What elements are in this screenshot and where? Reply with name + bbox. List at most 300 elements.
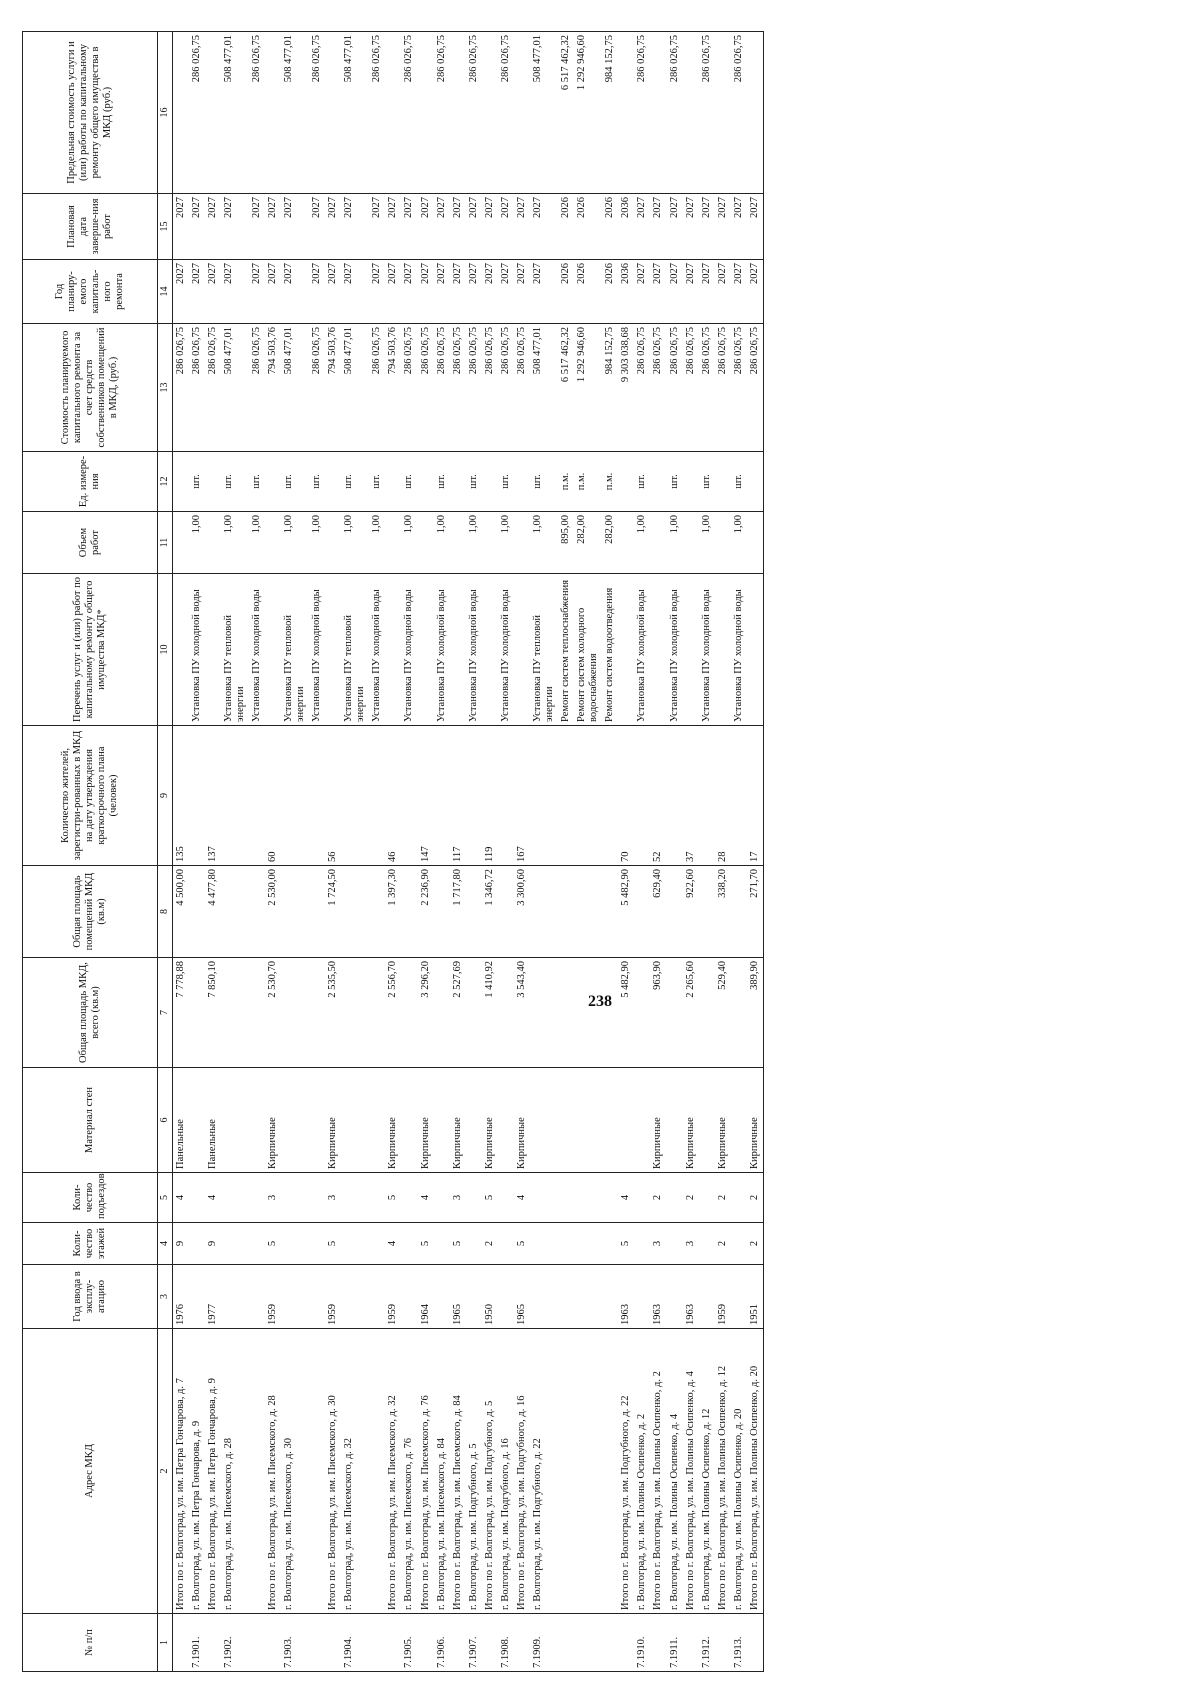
column-header: Предельная стоимость услуги и (или) работы по капитальному ремонту общего имущества в МКД (руб.) — [23, 32, 158, 194]
unit: шт. — [634, 452, 650, 512]
address: г. Волгоград, ул. им. Писемского, д. 32 — [341, 1329, 369, 1614]
work-volume — [205, 512, 221, 574]
completion-date: 2027 — [530, 194, 558, 260]
unit — [385, 452, 401, 512]
table-row — [401, 32, 417, 1672]
table-row — [434, 32, 450, 1672]
unit: шт. — [221, 452, 249, 512]
commission-year — [558, 1265, 574, 1329]
work-volume: 1,00 — [281, 512, 309, 574]
work-volume: 1,00 — [341, 512, 369, 574]
work-volume: 1,00 — [731, 512, 747, 574]
column-number: 13 — [158, 324, 173, 452]
residents — [434, 726, 450, 866]
row-number: 7.1901. — [189, 1614, 205, 1672]
repair-year: 2027 — [498, 260, 514, 324]
unit — [205, 452, 221, 512]
floors: 5 — [418, 1223, 434, 1265]
table-row — [602, 32, 618, 1672]
completion-date: 2027 — [385, 194, 401, 260]
commission-year — [221, 1265, 249, 1329]
total-area: 529,40 — [715, 958, 731, 1068]
floors — [434, 1223, 450, 1265]
repair-year: 2027 — [747, 260, 764, 324]
work-type — [482, 574, 498, 726]
total-area — [189, 958, 205, 1068]
premises-area — [401, 866, 417, 958]
repair-year: 2027 — [205, 260, 221, 324]
table-row — [667, 32, 683, 1672]
planned-cost: 286 026,75 — [699, 324, 715, 452]
floors: 9 — [205, 1223, 221, 1265]
address: г. Волгоград, ул. им. Подгубного, д. 22 — [530, 1329, 558, 1614]
work-volume — [618, 512, 634, 574]
residents: 117 — [450, 726, 466, 866]
repair-year: 2027 — [667, 260, 683, 324]
completion-date: 2027 — [747, 194, 764, 260]
repair-year: 2027 — [341, 260, 369, 324]
work-volume — [650, 512, 666, 574]
column-header: Ед. измере-ния — [23, 452, 158, 512]
planned-cost: 6 517 462,32 — [558, 324, 574, 452]
address: Итого по г. Волгоград, ул. им. Писемского, д. 32 — [385, 1329, 401, 1614]
wall-material — [466, 1068, 482, 1173]
work-volume — [172, 512, 189, 574]
premises-area: 4 500,00 — [172, 866, 189, 958]
residents: 52 — [650, 726, 666, 866]
repair-year: 2027 — [309, 260, 325, 324]
completion-date: 2027 — [667, 194, 683, 260]
repair-year: 2027 — [172, 260, 189, 324]
floors — [309, 1223, 325, 1265]
commission-year — [602, 1265, 618, 1329]
completion-date: 2027 — [189, 194, 205, 260]
work-type: Ремонт систем теплоснабжения — [558, 574, 574, 726]
column-header: Коли-чество этажей — [23, 1223, 158, 1265]
floors — [602, 1223, 618, 1265]
residents — [530, 726, 558, 866]
commission-year: 1959 — [265, 1265, 281, 1329]
entrances — [434, 1173, 450, 1223]
wall-material: Кирпичные — [683, 1068, 699, 1173]
work-type: Установка ПУ холодной воды — [634, 574, 650, 726]
residents — [731, 726, 747, 866]
total-area — [558, 958, 574, 1068]
entrances — [341, 1173, 369, 1223]
table-row — [221, 32, 249, 1672]
planned-cost: 286 026,75 — [650, 324, 666, 452]
work-volume — [747, 512, 764, 574]
cost-limit: 286 026,75 — [401, 32, 417, 194]
floors — [634, 1223, 650, 1265]
residents: 167 — [514, 726, 530, 866]
work-volume: 1,00 — [466, 512, 482, 574]
column-header: Перечень услуг и (или) работ по капитальному ремонту общего имущества МКД* — [23, 574, 158, 726]
premises-area: 629,40 — [650, 866, 666, 958]
entrances — [574, 1173, 602, 1223]
column-header: Материал стен — [23, 1068, 158, 1173]
completion-date: 2027 — [281, 194, 309, 260]
planned-cost: 286 026,75 — [401, 324, 417, 452]
row-number — [205, 1614, 221, 1672]
column-number-row — [158, 32, 173, 1672]
unit — [418, 452, 434, 512]
wall-material: Кирпичные — [418, 1068, 434, 1173]
work-volume — [482, 512, 498, 574]
unit — [172, 452, 189, 512]
premises-area — [281, 866, 309, 958]
cost-limit — [747, 32, 764, 194]
address: г. Волгоград, ул. им. Полины Осипенко, д. 12 — [699, 1329, 715, 1614]
commission-year: 1965 — [514, 1265, 530, 1329]
work-volume — [450, 512, 466, 574]
commission-year: 1959 — [715, 1265, 731, 1329]
floors — [558, 1223, 574, 1265]
total-area: 2 265,60 — [683, 958, 699, 1068]
residents — [634, 726, 650, 866]
row-number: 7.1913. — [731, 1614, 747, 1672]
commission-year — [498, 1265, 514, 1329]
work-type — [265, 574, 281, 726]
work-volume — [715, 512, 731, 574]
floors — [498, 1223, 514, 1265]
work-type — [205, 574, 221, 726]
table-row — [634, 32, 650, 1672]
entrances — [189, 1173, 205, 1223]
floors — [369, 1223, 385, 1265]
cost-limit: 1 292 946,60 — [574, 32, 602, 194]
column-number: 3 — [158, 1265, 173, 1329]
residents — [249, 726, 265, 866]
table-row — [482, 32, 498, 1672]
total-area: 389,90 — [747, 958, 764, 1068]
work-type: Установка ПУ холодной воды — [699, 574, 715, 726]
cost-limit: 286 026,75 — [434, 32, 450, 194]
planned-cost: 286 026,75 — [189, 324, 205, 452]
address: г. Волгоград, ул. им. Полины Осипенко, д. 2 — [634, 1329, 650, 1614]
residents: 147 — [418, 726, 434, 866]
commission-year — [634, 1265, 650, 1329]
entrances: 4 — [514, 1173, 530, 1223]
row-number — [418, 1614, 434, 1672]
repair-year: 2027 — [731, 260, 747, 324]
work-type — [747, 574, 764, 726]
row-number: 7.1904. — [341, 1614, 369, 1672]
residents: 46 — [385, 726, 401, 866]
cost-limit: 286 026,75 — [249, 32, 265, 194]
commission-year — [667, 1265, 683, 1329]
table-row — [558, 32, 574, 1672]
floors — [574, 1223, 602, 1265]
repair-year: 2027 — [530, 260, 558, 324]
wall-material — [602, 1068, 618, 1173]
wall-material — [498, 1068, 514, 1173]
premises-area — [530, 866, 558, 958]
table-row — [249, 32, 265, 1672]
column-number: 9 — [158, 726, 173, 866]
completion-date: 2027 — [265, 194, 281, 260]
premises-area — [731, 866, 747, 958]
commission-year: 1959 — [385, 1265, 401, 1329]
wall-material: Кирпичные — [650, 1068, 666, 1173]
table-row — [205, 32, 221, 1672]
column-number: 12 — [158, 452, 173, 512]
completion-date: 2027 — [309, 194, 325, 260]
cost-limit: 286 026,75 — [699, 32, 715, 194]
commission-year — [401, 1265, 417, 1329]
total-area: 2 535,50 — [325, 958, 341, 1068]
cost-limit: 286 026,75 — [498, 32, 514, 194]
cost-limit — [418, 32, 434, 194]
column-header: Адрес МКД — [23, 1329, 158, 1614]
repair-year: 2027 — [466, 260, 482, 324]
premises-area — [434, 866, 450, 958]
row-number — [309, 1614, 325, 1672]
floors — [699, 1223, 715, 1265]
total-area — [249, 958, 265, 1068]
floors — [530, 1223, 558, 1265]
repair-year: 2027 — [650, 260, 666, 324]
residents — [221, 726, 249, 866]
total-area: 7 778,88 — [172, 958, 189, 1068]
premises-area — [221, 866, 249, 958]
cost-limit — [265, 32, 281, 194]
header-row — [23, 32, 158, 1672]
repair-year: 2027 — [418, 260, 434, 324]
residents: 70 — [618, 726, 634, 866]
table-row — [466, 32, 482, 1672]
cost-limit — [618, 32, 634, 194]
table-row — [281, 32, 309, 1672]
entrances: 2 — [650, 1173, 666, 1223]
row-number: 7.1909. — [530, 1614, 558, 1672]
premises-area — [602, 866, 618, 958]
completion-date: 2026 — [574, 194, 602, 260]
work-volume: 282,00 — [602, 512, 618, 574]
address — [558, 1329, 574, 1614]
cost-limit — [325, 32, 341, 194]
planned-cost: 286 026,75 — [514, 324, 530, 452]
commission-year — [341, 1265, 369, 1329]
cost-limit — [650, 32, 666, 194]
work-volume — [418, 512, 434, 574]
column-header: Общая площадь МКД, всего (кв.м) — [23, 958, 158, 1068]
total-area: 3 543,40 — [514, 958, 530, 1068]
wall-material — [309, 1068, 325, 1173]
premises-area: 5 482,90 — [618, 866, 634, 958]
premises-area: 1 724,50 — [325, 866, 341, 958]
wall-material: Кирпичные — [482, 1068, 498, 1173]
work-type: Установка ПУ холодной воды — [466, 574, 482, 726]
total-area: 7 850,10 — [205, 958, 221, 1068]
row-number — [715, 1614, 731, 1672]
premises-area: 1 346,72 — [482, 866, 498, 958]
wall-material — [369, 1068, 385, 1173]
total-area: 2 556,70 — [385, 958, 401, 1068]
entrances: 3 — [325, 1173, 341, 1223]
work-type — [514, 574, 530, 726]
repair-year: 2027 — [699, 260, 715, 324]
work-volume: 1,00 — [189, 512, 205, 574]
floors: 5 — [618, 1223, 634, 1265]
row-number — [574, 1614, 602, 1672]
wall-material: Панельные — [205, 1068, 221, 1173]
row-number: 7.1907. — [466, 1614, 482, 1672]
total-area — [699, 958, 715, 1068]
page-number: 238 — [588, 993, 612, 1010]
row-number — [385, 1614, 401, 1672]
row-number — [650, 1614, 666, 1672]
planned-cost: 9 303 038,68 — [618, 324, 634, 452]
unit — [325, 452, 341, 512]
completion-date: 2027 — [341, 194, 369, 260]
table-row — [450, 32, 466, 1672]
unit: п.м. — [574, 452, 602, 512]
planned-cost: 286 026,75 — [434, 324, 450, 452]
row-number: 7.1911. — [667, 1614, 683, 1672]
entrances: 4 — [418, 1173, 434, 1223]
commission-year — [434, 1265, 450, 1329]
cost-limit: 508 477,01 — [281, 32, 309, 194]
wall-material — [558, 1068, 574, 1173]
entrances: 3 — [265, 1173, 281, 1223]
unit: шт. — [249, 452, 265, 512]
column-header: Общая площадь помещений МКД (кв.м) — [23, 866, 158, 958]
row-number — [450, 1614, 466, 1672]
planned-cost: 286 026,75 — [498, 324, 514, 452]
planned-cost: 286 026,75 — [634, 324, 650, 452]
column-number: 6 — [158, 1068, 173, 1173]
residents — [574, 726, 602, 866]
total-area — [341, 958, 369, 1068]
address: Итого по г. Волгоград, ул. им. Подгубного, д. 22 — [618, 1329, 634, 1614]
table-row — [530, 32, 558, 1672]
repair-year: 2027 — [514, 260, 530, 324]
table-row — [498, 32, 514, 1672]
premises-area: 1 717,80 — [450, 866, 466, 958]
repair-year: 2027 — [634, 260, 650, 324]
column-header: Стоимость планируемого капитального ремонта за счет средств собственников помещений в МКД, (руб.) — [23, 324, 158, 452]
total-area — [602, 958, 618, 1068]
work-volume: 1,00 — [667, 512, 683, 574]
premises-area — [634, 866, 650, 958]
floors: 2 — [747, 1223, 764, 1265]
work-type — [418, 574, 434, 726]
wall-material: Кирпичные — [715, 1068, 731, 1173]
planned-cost: 286 026,75 — [731, 324, 747, 452]
completion-date: 2027 — [369, 194, 385, 260]
wall-material — [281, 1068, 309, 1173]
column-number: 15 — [158, 194, 173, 260]
premises-area: 2 236,90 — [418, 866, 434, 958]
repair-year: 2026 — [602, 260, 618, 324]
residents — [341, 726, 369, 866]
floors — [249, 1223, 265, 1265]
completion-date: 2036 — [618, 194, 634, 260]
commission-year: 1977 — [205, 1265, 221, 1329]
repair-year: 2027 — [715, 260, 731, 324]
commission-year — [466, 1265, 482, 1329]
floors: 3 — [650, 1223, 666, 1265]
residents — [466, 726, 482, 866]
repair-year: 2027 — [221, 260, 249, 324]
planned-cost: 286 026,75 — [249, 324, 265, 452]
premises-area — [341, 866, 369, 958]
repair-year: 2027 — [401, 260, 417, 324]
unit: шт. — [189, 452, 205, 512]
cost-limit: 286 026,75 — [634, 32, 650, 194]
wall-material — [699, 1068, 715, 1173]
cost-limit — [385, 32, 401, 194]
entrances: 2 — [747, 1173, 764, 1223]
row-number — [482, 1614, 498, 1672]
commission-year — [309, 1265, 325, 1329]
premises-area: 4 477,80 — [205, 866, 221, 958]
planned-cost: 286 026,75 — [683, 324, 699, 452]
table-row — [574, 32, 602, 1672]
work-volume: 1,00 — [434, 512, 450, 574]
repair-year: 2027 — [482, 260, 498, 324]
floors: 5 — [450, 1223, 466, 1265]
residents: 17 — [747, 726, 764, 866]
rotated-table-container — [22, 32, 1142, 1672]
planned-cost: 286 026,75 — [450, 324, 466, 452]
address: г. Волгоград, ул. им. Петра Гончарова, д. 9 — [189, 1329, 205, 1614]
floors — [401, 1223, 417, 1265]
address — [574, 1329, 602, 1614]
table-row — [341, 32, 369, 1672]
wall-material: Кирпичные — [450, 1068, 466, 1173]
work-volume: 1,00 — [530, 512, 558, 574]
row-number — [249, 1614, 265, 1672]
commission-year — [574, 1265, 602, 1329]
cost-limit — [514, 32, 530, 194]
entrances — [401, 1173, 417, 1223]
commission-year — [731, 1265, 747, 1329]
unit — [450, 452, 466, 512]
work-type — [325, 574, 341, 726]
address: Итого по г. Волгоград, ул. им. Полины Осипенко, д. 4 — [683, 1329, 699, 1614]
column-number: 14 — [158, 260, 173, 324]
completion-date: 2027 — [205, 194, 221, 260]
work-type: Установка ПУ тепловой энергии — [281, 574, 309, 726]
total-area: 2 527,69 — [450, 958, 466, 1068]
repair-year: 2036 — [618, 260, 634, 324]
row-number: 7.1906. — [434, 1614, 450, 1672]
work-type — [683, 574, 699, 726]
column-number: 4 — [158, 1223, 173, 1265]
planned-cost: 286 026,75 — [747, 324, 764, 452]
premises-area — [466, 866, 482, 958]
residents: 119 — [482, 726, 498, 866]
completion-date: 2027 — [634, 194, 650, 260]
address — [249, 1329, 265, 1614]
floors — [281, 1223, 309, 1265]
entrances — [498, 1173, 514, 1223]
commission-year: 1965 — [450, 1265, 466, 1329]
completion-date: 2027 — [650, 194, 666, 260]
table-row — [683, 32, 699, 1672]
work-type: Установка ПУ холодной воды — [401, 574, 417, 726]
planned-cost: 794 503,76 — [325, 324, 341, 452]
residents — [602, 726, 618, 866]
unit: шт. — [466, 452, 482, 512]
column-number: 1 — [158, 1614, 173, 1672]
planned-cost: 286 026,75 — [482, 324, 498, 452]
work-volume: 1,00 — [498, 512, 514, 574]
cost-limit: 984 152,75 — [602, 32, 618, 194]
address: Итого по г. Волгоград, ул. им. Писемского, д. 84 — [450, 1329, 466, 1614]
